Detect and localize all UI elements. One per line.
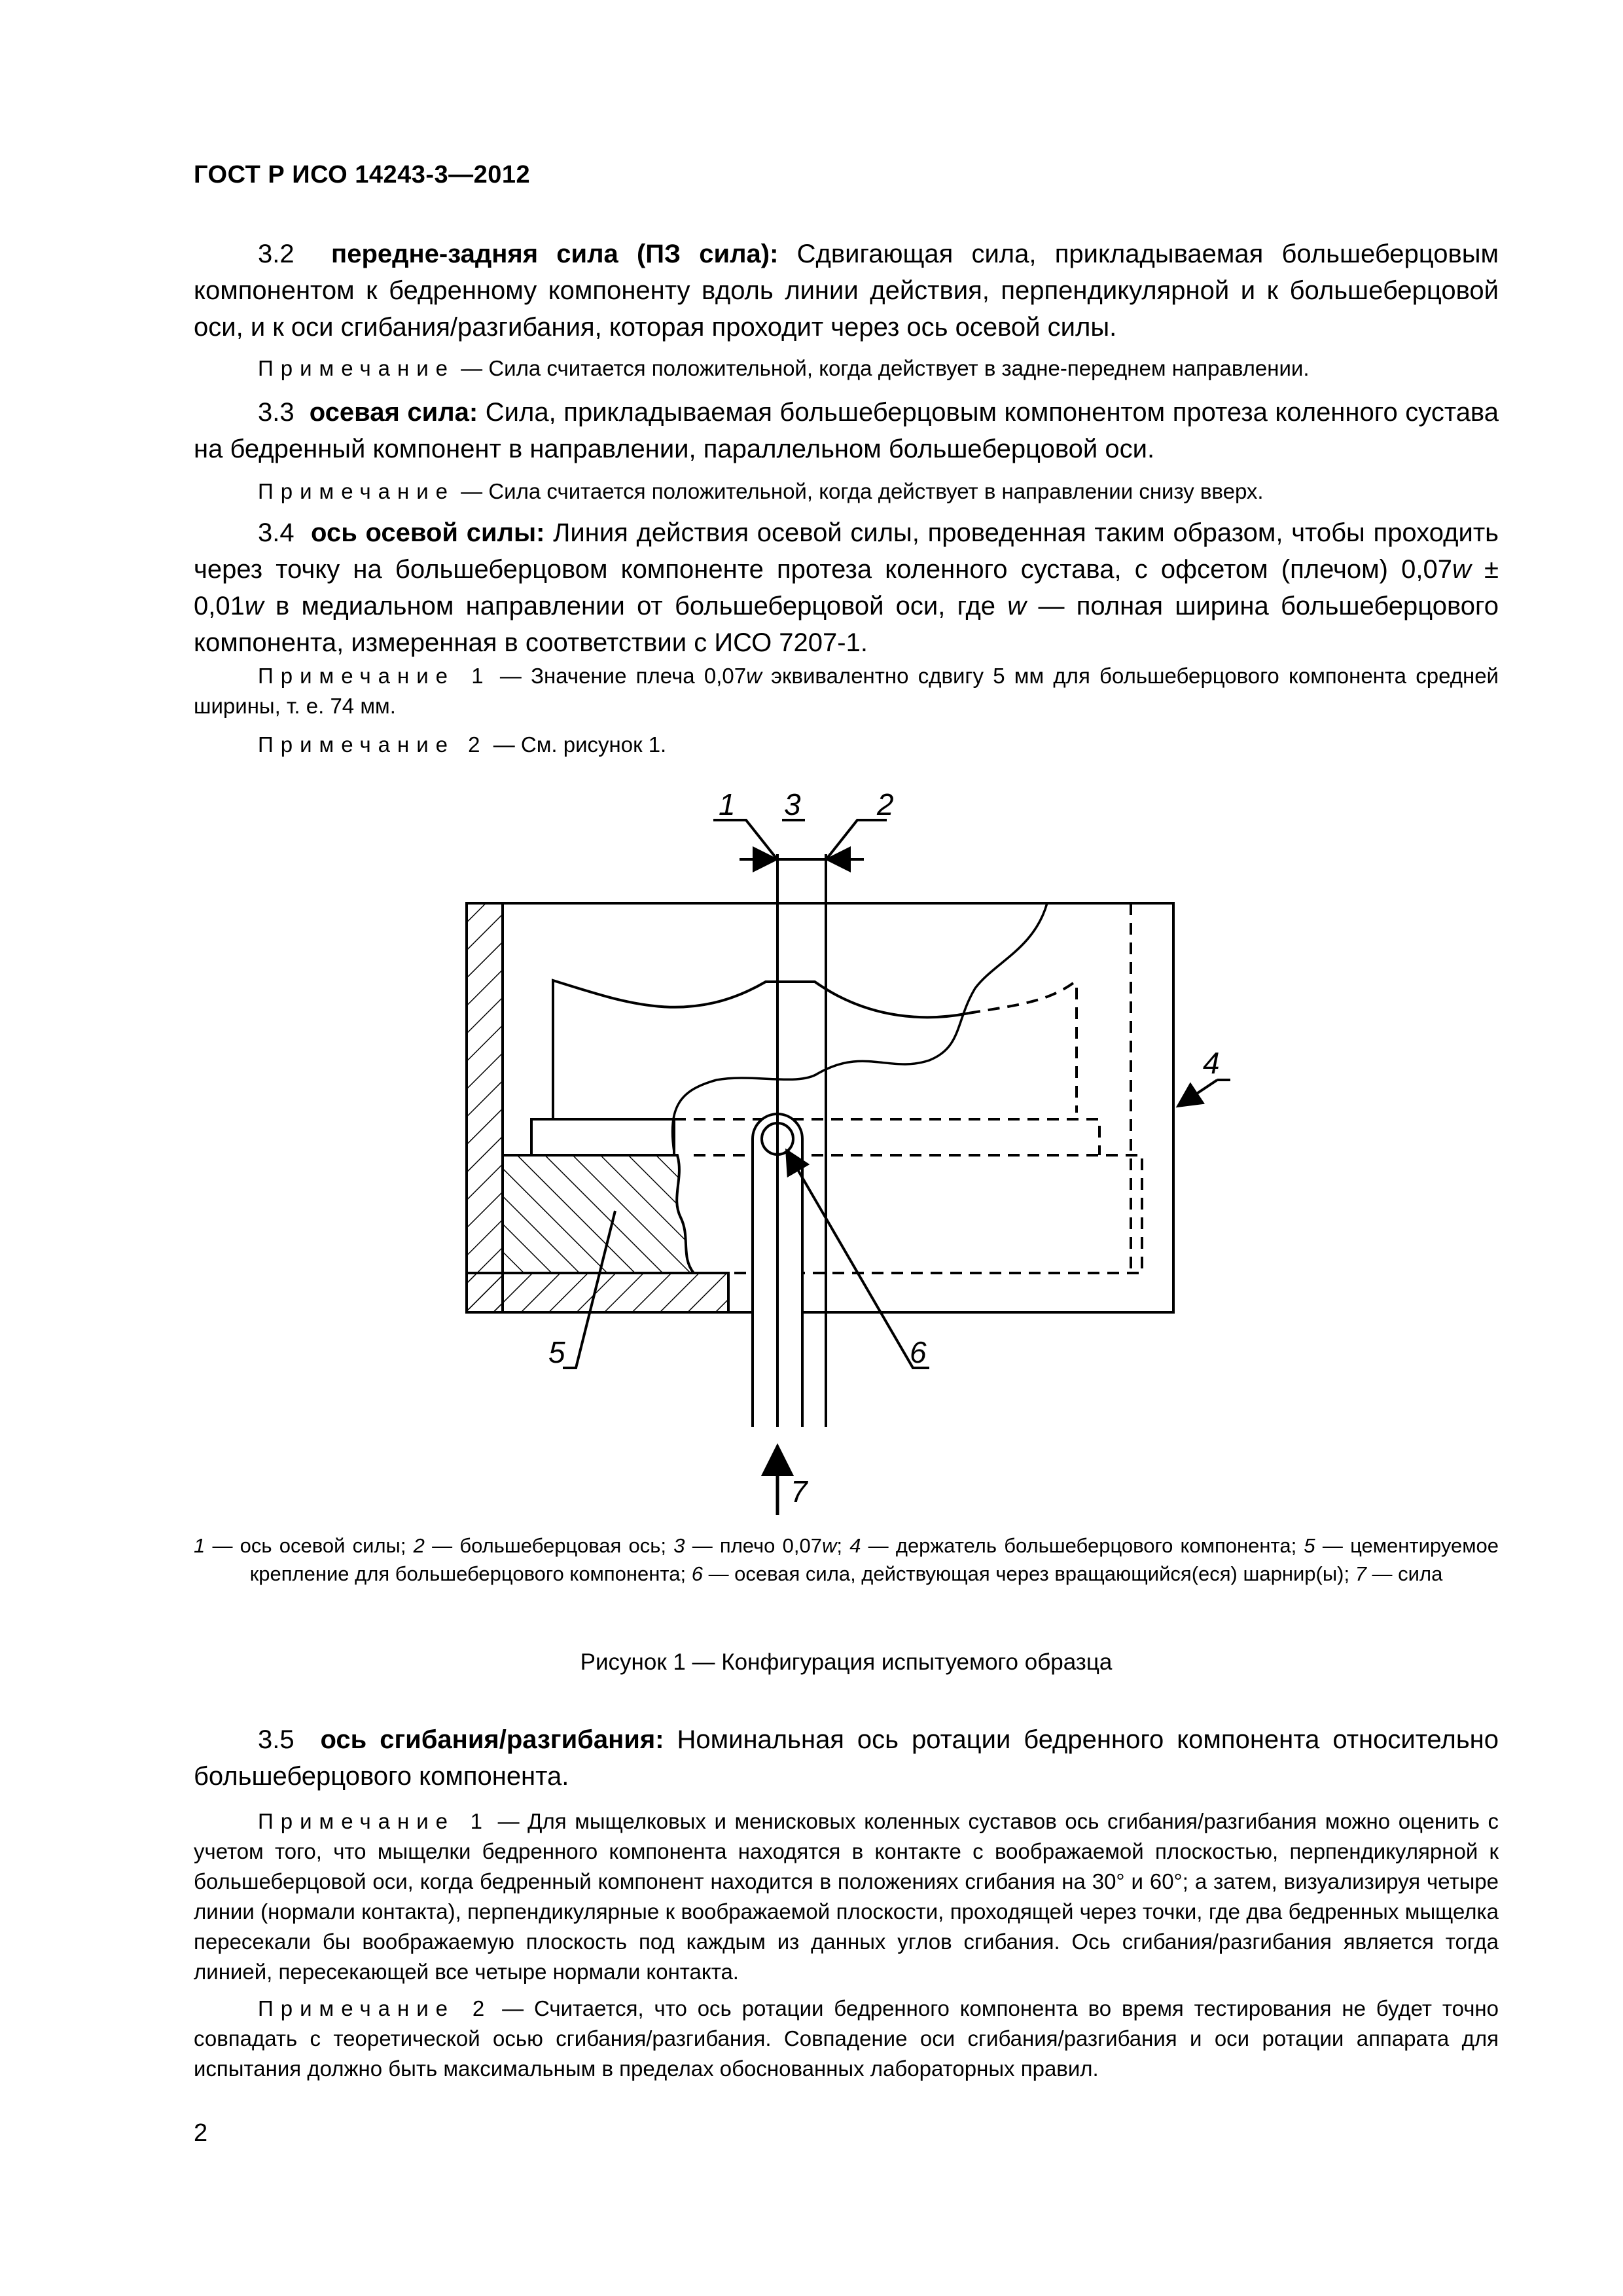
- definition-part: — полная ширина большеберцового компонента, измеренная в соответствии с ИСО 7207-1.: [194, 592, 1499, 657]
- note-text: — Считается, что ось ротации бедренного компонента во время тестирования не будет точно совпадать с теоретической осью сгибания/разгибания. Совпадение оси сгибания/разгибания и оси ротации аппарата для испытания должно быть максимальным в пределах обоснованных лабораторных правил.: [194, 1996, 1499, 2081]
- legend-text: — сила: [1366, 1562, 1443, 1585]
- leader-1: [713, 820, 776, 858]
- callout-4: 4: [1203, 1046, 1220, 1080]
- variable-w: w: [1007, 592, 1027, 620]
- section-number: 3.2: [258, 240, 294, 268]
- section-number: 3.3: [258, 398, 294, 427]
- legend-key: 5: [1304, 1534, 1315, 1557]
- section-3-5: [194, 1721, 1499, 1795]
- callout-6: 6: [910, 1335, 927, 1369]
- section-number: 3.5: [258, 1725, 294, 1754]
- term: ось осевой силы:: [311, 518, 545, 547]
- definition-part: Линия действия осевой силы, проведенная таким образом, чтобы проходить через точку на большеберцовом компоненте протеза коленного сустава, с офсетом (плечом) 0,07: [194, 518, 1499, 584]
- figure-caption: Рисунок 1 — Конфигурация испытуемого образца: [580, 1649, 1113, 1675]
- note-3-5-2: [194, 1994, 1499, 2084]
- callout-2: 2: [877, 787, 894, 821]
- note-label: Примечание 2: [258, 1996, 492, 2020]
- variable-w: w: [821, 1534, 837, 1557]
- term: передне-задняя сила (ПЗ сила):: [331, 240, 779, 268]
- variable-w: w: [244, 592, 264, 620]
- variable-w: w: [746, 664, 762, 688]
- term: ось сгибания/разгибания:: [320, 1725, 664, 1754]
- legend-text: — осевая сила, действующая через вращающийся(еся) шарнир(ы);: [702, 1562, 1355, 1585]
- legend-text: — большеберцовая ось;: [424, 1534, 674, 1557]
- leader-4: [1178, 1080, 1217, 1106]
- note-text: — Для мыщелковых и менисковых коленных суставов ось сгибания/разгибания можно оценить с учетом того, что мыщелки бедренного компонента находятся в контакте с воображаемой плоскостью, перпендикулярной к большеберцовой оси, когда бедренный компонент находится в положениях сгибания на 30° и 60°; а затем, визуализируя четыре линии (нормали контакта), перпендикулярные к воображаемой плоскости, проходящей через точки, где два бедренных мыщелка пересекали бы воображаемую плоскость под каждым из данных углов сгибания. Ось сгибания/разгибания является тогда линией, пересекающей все четыре нормали контакта.: [194, 1809, 1499, 1984]
- note-text: — Сила считается положительной, когда действует в задне-переднем направлении.: [455, 356, 1310, 380]
- note-label: Примечание: [258, 479, 455, 503]
- callout-1: 1: [719, 787, 736, 821]
- definition: Сдвигающая сила, прикладываемая большеберцовым компонентом к бедренному компоненту вдоль линии действия, перпендикулярной и к большеберцовой оси, и к оси сгибания/разгибания, которая проходит через ось осевой силы.: [194, 240, 1499, 342]
- note-label: Примечание 1: [258, 664, 491, 688]
- legend-key: 7: [1355, 1562, 1366, 1585]
- legend-key: 4: [849, 1534, 861, 1557]
- definition: Номинальная ось ротации бедренного компонента относительно большеберцового компонента.: [194, 1725, 1499, 1791]
- definition: Сила, прикладываемая большеберцовым компонентом протеза коленного сустава на бедренный компонент в направлении, параллельном большеберцовой оси.: [194, 398, 1499, 463]
- page-number: 2: [194, 2119, 208, 2147]
- legend-key: 6: [691, 1562, 703, 1585]
- term: осевая сила:: [309, 398, 478, 427]
- legend-key: 3: [673, 1534, 685, 1557]
- legend-text: — цементируемое крепление для большеберцового компонента;: [249, 1534, 1499, 1585]
- cement-fixation: [503, 1155, 694, 1273]
- note-label: Примечание 2: [258, 732, 488, 757]
- legend-text: — плечо 0,07: [685, 1534, 822, 1557]
- legend-text: — ось осевой силы;: [205, 1534, 414, 1557]
- leader-2: [827, 820, 887, 858]
- callout-3: 3: [784, 787, 801, 821]
- holder-left-wall: [467, 903, 503, 1312]
- tibial-tray: [531, 1119, 674, 1155]
- document-header: ГОСТ Р ИСО 14243-3—2012: [194, 161, 531, 188]
- note-text: — Значение плеча 0,07: [490, 664, 747, 688]
- note-label: Примечание: [258, 356, 455, 380]
- note-text: — См. рисунок 1.: [487, 732, 667, 757]
- legend-key: 1: [194, 1534, 205, 1557]
- figure-legend: [194, 1532, 1499, 1588]
- note-text: — Сила считается положительной, когда действует в направлении снизу вверх.: [455, 479, 1264, 503]
- section-number: 3.4: [258, 518, 294, 547]
- definition-part: в медиальном направлении от большеберцовой оси, где: [263, 592, 1008, 620]
- callout-5: 5: [548, 1335, 565, 1369]
- legend-text: — держатель большеберцового компонента;: [861, 1534, 1304, 1557]
- definition-part: ± 0,01: [194, 555, 1499, 620]
- note-3-5-1: [194, 1806, 1499, 1987]
- variable-w: w: [1452, 555, 1471, 584]
- note-label: Примечание 1: [258, 1809, 490, 1833]
- callout-7: 7: [791, 1475, 808, 1509]
- legend-text: ;: [836, 1534, 850, 1557]
- note-text: эквивалентно сдвигу 5 мм для большеберцового компонента средней ширины, т. е. 74 мм.: [194, 664, 1499, 718]
- legend-key: 2: [413, 1534, 425, 1557]
